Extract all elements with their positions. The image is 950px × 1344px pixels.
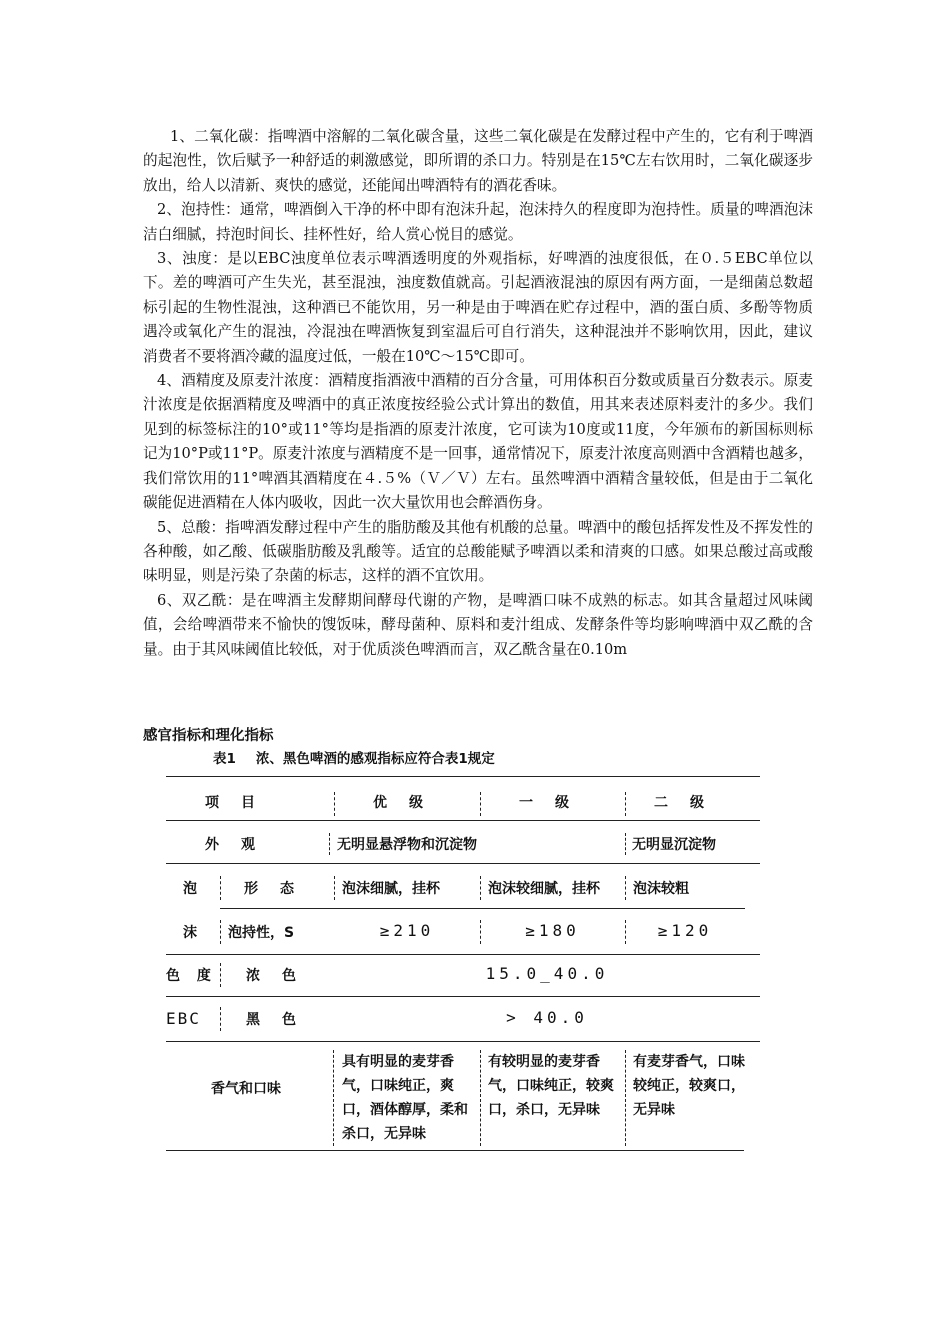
foam-label-top: 泡 [183,881,197,897]
column-divider [334,792,335,816]
color-label-bottom: EBC [166,1009,201,1028]
color-label-top: 色 度 [166,968,217,984]
table-rule [166,863,760,864]
column-divider [625,920,626,944]
appearance-excellent-first: 无明显悬浮物和沉淀物 [337,837,477,853]
color-black-value: > 40.0 [506,1008,588,1027]
column-divider [480,876,481,900]
paragraph-co2: 1、二氧化碳：指啤酒中溶解的二氧化碳含量，这些二氧化碳是在发酵过程中产生的，它有利于啤酒的起泡性，饮后赋予一种舒适的刺激感觉，即所谓的杀口力。特别是在15℃左右饮用时，二氧化碳逐步放出，给人以清新、爽快的感觉，还能闻出啤酒特有的酒花香味。 [143,128,813,194]
color-dark-value: 15.0_40.0 [485,964,609,983]
column-divider [329,833,330,855]
column-divider [220,1007,221,1031]
header-grade-second: 二级 [654,795,726,811]
aroma-first: 有较明显的麦芽香气，口味纯正，较爽口，杀口，无异味 [488,1054,614,1118]
aroma-second: 有麦芽香气，口味较纯正，较爽口，无异味 [633,1054,745,1118]
column-divider [625,792,626,816]
paragraph-turbidity: 3、浊度：是以EBC浊度单位表示啤酒透明度的外观指标，好啤酒的浊度很低，在０.５EBC单位以下。差的啤酒可产生失光，甚至混浊，浊度数值就高。引起酒液混浊的原因有两方面，一是细菌总数超标引起的生物性混浊，这种酒已不能饮用，另一种是由于啤酒在贮存过程中，酒的蛋白质、多酚等物质遇冷或氧化产生的混浊，冷混浊在啤酒恢复到室温后可自行消失，这种混浊并不影响饮用，因此，建议消费者不要将酒冷藏的温度过低，一般在10℃～15℃即可。 [143,250,813,365]
foam-retention-second: ≥120 [657,921,713,940]
table-rule [166,1041,760,1042]
header-item: 项目 [205,795,277,811]
foam-retention-excellent: ≥210 [379,921,435,940]
color-dark-label: 浓色 [246,968,318,984]
header-grade-first: 一级 [519,795,591,811]
table-title: 浓、黑色啤酒的感观指标应符合表1规定 [255,751,495,767]
paragraph-alcohol: 4、酒精度及原麦汁浓度：酒精度指酒液中酒精的百分含量，可用体积百分数或质量百分数表示。原麦汁浓度是依据酒精度及啤酒中的真正浓度按经验公式计算出的数值，用其来表述原料麦汁的多少。我们见到的标签标注的10°或11°等均是指酒的原麦汁浓度，它可读为10度或11度，今年颁布的新国标则标记为10°P或11°P。原麦汁浓度与酒精度不是一回事，通常情况下，原麦汁浓度高则酒中含酒精也越多，我们常饮用的11°啤酒其酒精度在４.５%（Ｖ／Ｖ）左右。虽然啤酒中酒精含量较低，但是由于二氧化碳能促进酒精在人体内吸收，因此一次大量饮用也会醉酒伤身。 [143,372,813,512]
foam-label-bottom: 沫 [183,925,197,941]
foam-retention-first: ≥180 [525,921,580,940]
paragraph-foam-retention: 2、泡持性：通常，啤酒倒入干净的杯中即有泡沫升起，泡沫持久的程度即为泡持性。质量的啤酒泡沫洁白细腻，持泡时间长、挂杯性好，给人赏心悦目的感觉。 [143,201,813,243]
table-rule [166,820,760,821]
section-heading: 感官指标和理化指标 [143,728,274,744]
column-divider [625,833,626,855]
foam-form-first: 泡沫较细腻，挂杯 [488,881,600,897]
column-divider [480,1050,481,1146]
appearance-second: 无明显沉淀物 [632,837,716,853]
table-rule [166,776,760,777]
foam-form-label: 形态 [244,881,316,897]
paragraph-diacetyl: 6、双乙酰：是在啤酒主发酵期间酵母代谢的产物，是啤酒口味不成熟的标志。如其含量超过风味阈值，会给啤酒带来不愉快的馊饭味，酵母菌种、原料和麦汁组成、发酵条件等均影响啤酒中双乙酰的含量。由于其风味阈值比较低，对于优质淡色啤酒而言，双乙酰含量在0.10m [143,591,813,658]
table-rule [166,954,760,955]
appearance-label: 外观 [205,837,277,853]
column-divider [220,963,221,987]
table-number: 表1 [213,751,236,767]
foam-form-excellent: 泡沫细腻，挂杯 [342,881,440,897]
column-divider [220,876,221,900]
column-divider [625,876,626,900]
color-black-label: 黑色 [246,1012,318,1028]
aroma-excellent: 具有明显的麦芽香气，口味纯正，爽口，酒体醇厚，柔和杀口，无异味 [342,1054,468,1142]
column-divider [334,876,335,900]
column-divider [220,920,221,944]
foam-form-second: 泡沫较粗 [633,881,689,897]
table-rule [220,908,745,909]
table-rule [166,996,760,997]
paragraph-total-acid: 5、总酸：指啤酒发酵过程中产生的脂肪酸及其他有机酸的总量。啤酒中的酸包括挥发性及不挥发性的各种酸，如乙酸、低碳脂肪酸及乳酸等。适宜的总酸能赋予啤酒以柔和清爽的口感。如果总酸过高或酸味明显，则是污染了杂菌的标志，这样的酒不宜饮用。 [143,518,813,585]
foam-retention-label: 泡持性，S [228,925,295,941]
column-divider [480,792,481,816]
header-grade-excellent: 优级 [373,795,445,811]
table-rule [166,1150,744,1151]
column-divider [333,1050,334,1146]
aroma-label: 香气和口味 [211,1081,281,1097]
column-divider [625,1050,626,1146]
